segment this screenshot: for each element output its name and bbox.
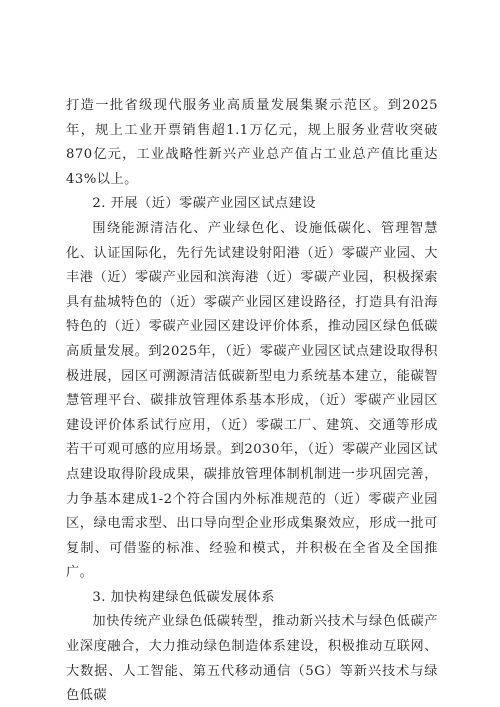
paragraph-continued: 打造一批省级现代服务业高质量发展集聚示范区。到2025年，规上工业开票销售超1.1万亿元，规上服务业营收突破870亿元，工业战略性新兴产业总产值占工业总产值比重达43%以上。: [66, 98, 438, 187]
section-heading-3: 3. 加快构建绿色低碳发展体系: [92, 589, 275, 605]
section-heading-2: 2. 开展（近）零碳产业园区试点建设: [92, 196, 316, 212]
paragraph-green-low-carbon: 加快传统产业绿色低碳转型，推动新兴技术与绿色低碳产业深度融合，大力推动绿色制造体系建设，积极推动互联网、大数据、人工智能、第五代移动通信（5G）等新兴技术与绿色低碳: [66, 614, 438, 704]
paragraph-zero-carbon-parks: 围绕能源清洁化、产业绿色化、设施低碳化、管理智慧化、认证国际化，先行先试建设射阳港（近）零碳产业园、大丰港（近）零碳产业园和滨海港（近）零碳产业园，积极探索具有盐城特色的（近）零碳产业园区建设路径，打造具有沿海特色的（近）零碳产业园区建设评价体系，推动园区绿色低碳高质量发展。到2025年，（近）零碳产业园区试点建设取得积极进展，园区可溯源清洁低碳新型电力系统基本建立，能碳智慧管理平台、碳排放管理体系基本形成，（近）零碳产业园区建设评价体系试行应用，（近）零碳工厂、建筑、交通等形成若干可观可感的应用场景。到2030年，（近）零碳产业园区试点建设取得阶段成果，碳排放管理体制机制进一步巩固完善，力争基本建成1-2个符合国内外标准规范的（近）零碳产业园区，绿电需求型、出口导向型企业形成集聚效应，形成一批可复制、可借鉴的标准、经验和模式，并积极在全省及全国推广。: [66, 220, 438, 581]
body-text: [66, 94, 438, 707]
